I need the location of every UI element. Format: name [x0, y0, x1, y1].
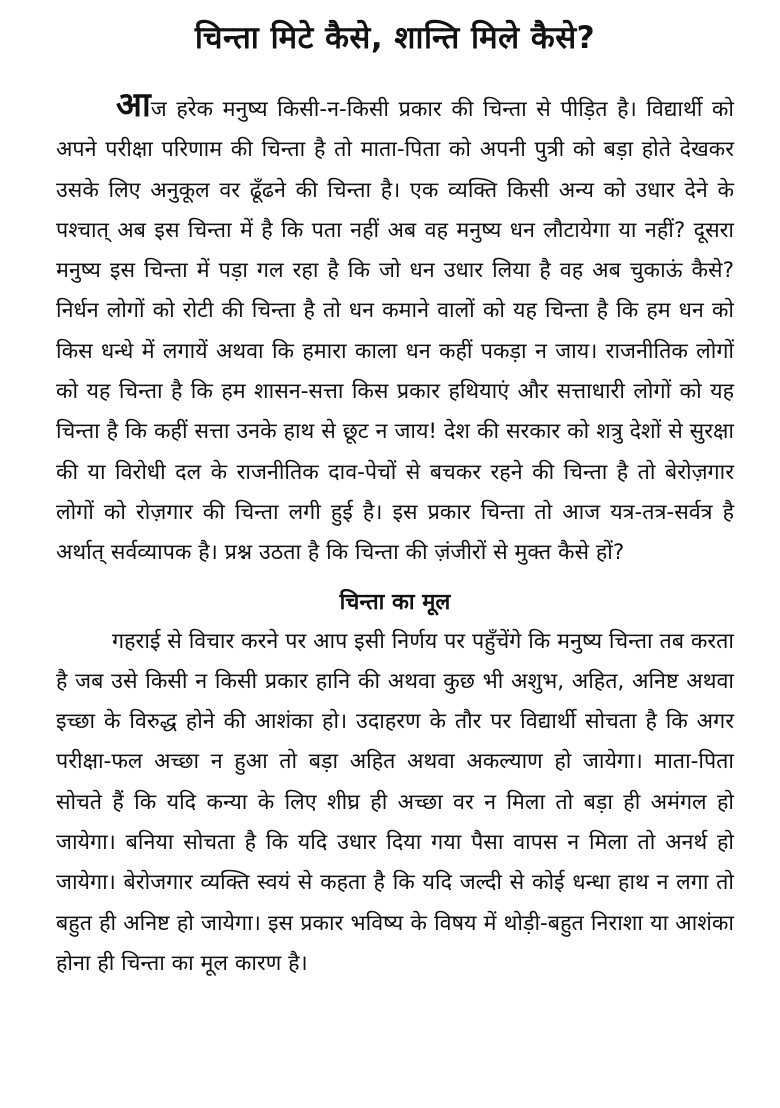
section-heading: चिन्ता का मूल — [339, 589, 451, 615]
intro-text: ज हरेक मनुष्य किसी-न-किसी प्रकार की चिन्ता से पीड़ित है। विद्यार्थी को अपने परीक्षा परिणाम की चिन्ता है तो माता-पिता को अपनी पुत्री को बड़ा होते देखकर उसके लिए अनुकूल वर ढूँढने की चिन्ता है। एक व्यक्ति किसी अन्य को उधार देने के पश्चात् अब इस चिन्ता में है कि पता नहीं अब वह मनुष्य धन लौटायेगा या नहीं? दूसरा मनुष्य इस चिन्ता में पड़ा गल रहा है कि जो धन उधार लिया है वह अब चुकाऊं कैसे? निर्धन लोगों को रोटी की चिन्ता है तो धन कमाने वालों को यह चिन्ता है कि हम धन को किस धन्धे में लगायें अथवा कि हमारा काला धन कहीं पकड़ा न जाय। राजनीतिक लोगों को यह चिन्ता है कि हम शासन-सत्ता किस प्रकार हथियाएं और सत्ताधारी लोगों को यह चिन्ता है कि कहीं सत्ता उनके हाथ से छूट न जाय! देश की सरकार को शत्रु देशों से सुरक्षा की या विरोधी दल के राजनीतिक दाव-पेचों से बचकर रहने की चिन्ता है तो बेरोज़गार लोगों को रोज़गार की चिन्ता लगी हुई है। इस प्रकार चिन्ता तो आज यत्र-तत्र-सर्वत्र है अर्थात् सर्वव्यापक है। प्रश्न उठता है कि चिन्ता की ज़ंजीरों से मुक्त कैसे हों? — [56, 97, 734, 566]
page-title: चिन्ता मिटे कैसे, शान्ति मिले कैसे? — [194, 20, 596, 56]
section-text: गहराई से विचार करने पर आप इसी निर्णय पर पहुँचेंगे कि मनुष्य चिन्ता तब करता है जब उसे किसी न किसी प्रकार हानि की अथवा कुछ भी अशुभ, अहित, अनिष्ट अथवा इच्छा के विरुद्ध होने की आशंका हो। उदाहरण के तौर पर विद्यार्थी सोचता है कि अगर परीक्षा-फल अच्छा न हुआ तो बड़ा अहित अथवा अकल्याण हो जायेगा। माता-पिता सोचते हैं कि यदि कन्या के लिए शीघ्र ही अच्छा वर न मिला तो बड़ा ही अमंगल हो जायेगा। बनिया सोचता है कि यदि उधार दिया गया पैसा वापस न मिला तो अनर्थ हो जायेगा। बेरोजगार व्यक्ति स्वयं से कहता है कि यदि जल्दी से कोई धन्धा हाथ न लगा तो बहुत ही अनिष्ट हो जायेगा। इस प्रकार भविष्य के विषय में थोड़ी-बहुत निराशा या आशंका होना ही चिन्ता का मूल कारण है। — [56, 628, 734, 976]
drop-cap: आ — [116, 85, 151, 125]
intro-paragraph — [56, 85, 734, 574]
section-paragraph — [56, 622, 734, 985]
